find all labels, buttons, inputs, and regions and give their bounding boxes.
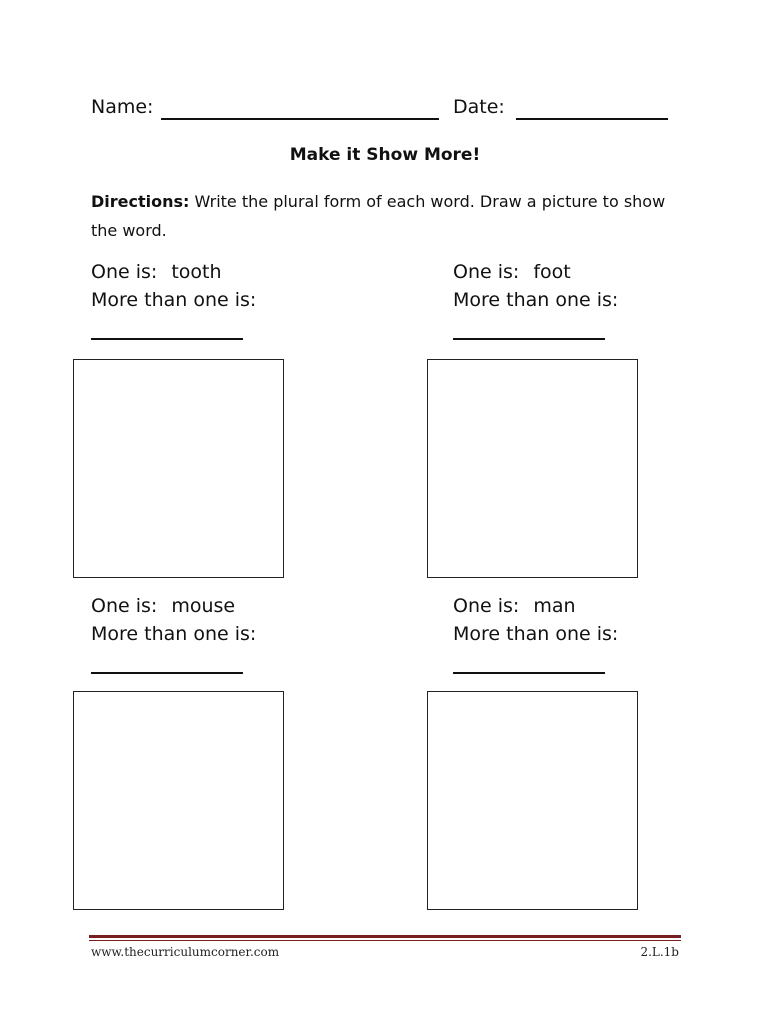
plural-answer-field[interactable] [91, 338, 243, 340]
directions-text: Write the plural form of each word. Draw a picture to show the word. [91, 192, 666, 240]
more-than-one-label: More than one is: [91, 623, 257, 645]
name-label: Name: [91, 96, 154, 118]
singular-word: mouse [171, 595, 236, 617]
drawing-box[interactable] [427, 691, 638, 910]
one-is-label: One is: [453, 261, 520, 283]
plural-answer-field[interactable] [91, 672, 243, 674]
name-field[interactable] [161, 118, 439, 120]
more-than-one-label: More than one is: [453, 623, 619, 645]
item-tooth [91, 258, 256, 314]
item-man [453, 592, 618, 648]
plural-answer-field[interactable] [453, 338, 605, 340]
footer-divider-thin [89, 940, 681, 941]
singular-word: foot [533, 261, 571, 283]
drawing-box[interactable] [73, 691, 284, 910]
footer-website: www.thecurriculumcorner.com [91, 945, 280, 959]
item-mouse [91, 592, 256, 648]
page-title: Make it Show More! [289, 145, 481, 165]
directions [91, 187, 671, 245]
drawing-box[interactable] [427, 359, 638, 578]
directions-label: Directions: [91, 192, 190, 211]
footer-standard: 2.L.1b [640, 945, 679, 959]
footer-divider [89, 935, 681, 938]
one-is-label: One is: [91, 261, 158, 283]
plural-answer-field[interactable] [453, 672, 605, 674]
drawing-box[interactable] [73, 359, 284, 578]
one-is-label: One is: [91, 595, 158, 617]
more-than-one-label: More than one is: [453, 289, 619, 311]
date-field[interactable] [516, 118, 668, 120]
singular-word: tooth [171, 261, 222, 283]
item-foot [453, 258, 618, 314]
more-than-one-label: More than one is: [91, 289, 257, 311]
one-is-label: One is: [453, 595, 520, 617]
date-label: Date: [453, 96, 505, 118]
singular-word: man [533, 595, 576, 617]
